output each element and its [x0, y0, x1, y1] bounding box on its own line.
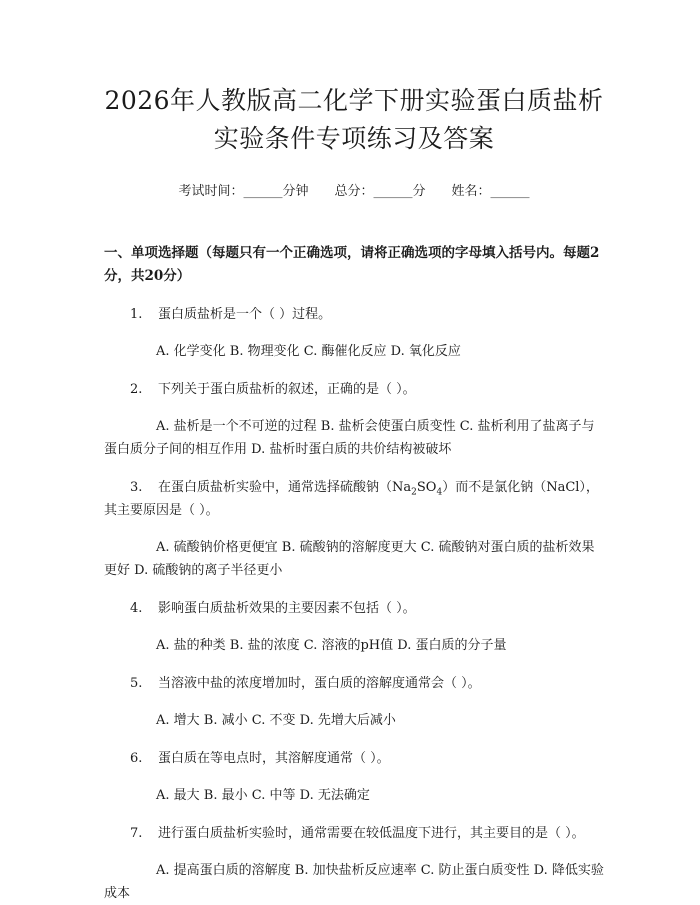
exam-name: 姓名：______ — [451, 184, 530, 199]
question-number: 4. — [130, 601, 143, 616]
question-options: A. 最大 B. 最小 C. 中等 D. 无法确定 — [156, 788, 370, 803]
question-number: 3. — [130, 480, 143, 495]
question-text: 影响蛋白质盐析效果的主要因素不包括（ ）。 — [158, 601, 416, 616]
question-stem — [104, 747, 604, 770]
exam-info — [104, 182, 604, 202]
question-number: 5. — [130, 676, 143, 691]
section-heading: 一、单项选择题（每题只有一个正确选项，请将正确选项的字母填入括号内。每题2分，共20分） — [104, 245, 600, 284]
title-line-2: 实验条件专项练习及答案 — [213, 124, 495, 153]
question-options: A. 化学变化 B. 物理变化 C. 酶催化反应 D. 氧化反应 — [156, 344, 461, 359]
question-stem — [104, 822, 604, 845]
question-text: 蛋白质在等电点时，其溶解度通常（ ）。 — [158, 751, 390, 766]
question-number: 1. — [130, 307, 143, 322]
question-text: 蛋白质盐析是一个（ ）过程。 — [158, 307, 332, 322]
question-options: A. 盐析是一个不可逆的过程 B. 盐析会使蛋白质变性 C. 盐析利用了盐离子与蛋白质分子间的相互作用 D. 盐析时蛋白质的共价结构被破坏 — [104, 419, 595, 457]
question-stem — [104, 672, 604, 695]
question-options: A. 增大 B. 减小 C. 不变 D. 先增大后减小 — [156, 713, 396, 728]
exam-total-score: 总分：______分 — [334, 184, 426, 199]
question-number: 2. — [130, 382, 143, 397]
question-number: 7. — [130, 826, 143, 841]
question-stem — [104, 378, 604, 401]
question-stem — [104, 597, 604, 620]
question-number: 6. — [130, 751, 143, 766]
exam-time: 考试时间：______分钟 — [178, 184, 309, 199]
document-title — [104, 0, 604, 158]
title-line-1: 2026年人教版高二化学下册实验蛋白质盐析 — [104, 86, 604, 115]
question-options: A. 盐的种类 B. 盐的浓度 C. 溶液的pH值 D. 蛋白质的分子量 — [156, 638, 507, 653]
question-text: 在蛋白质盐析实验中，通常选择硫酸钠$(Na_2SO_4)$而不是氯化钠（NaCl），其主要原因是（ ）。 — [104, 480, 599, 518]
question-text: 下列关于蛋白质盐析的叙述，正确的是（ ）。 — [158, 382, 416, 397]
question-stem — [104, 303, 604, 326]
question-stem — [104, 476, 604, 522]
question-text: 进行蛋白质盐析实验时，通常需要在较低温度下进行，其主要目的是（ ）。 — [158, 826, 585, 841]
question-options: A. 提高蛋白质的溶解度 B. 加快盐析反应速率 C. 防止蛋白质变性 D. 降低实验成本 — [104, 863, 604, 901]
question-options: A. 硫酸钠价格更便宜 B. 硫酸钠的溶解度更大 C. 硫酸钠对蛋白质的盐析效果更好 D. 硫酸钠的离子半径更小 — [104, 540, 595, 578]
question-text: 当溶液中盐的浓度增加时，蛋白质的溶解度通常会（ ）。 — [158, 676, 481, 691]
question-list — [104, 303, 604, 905]
